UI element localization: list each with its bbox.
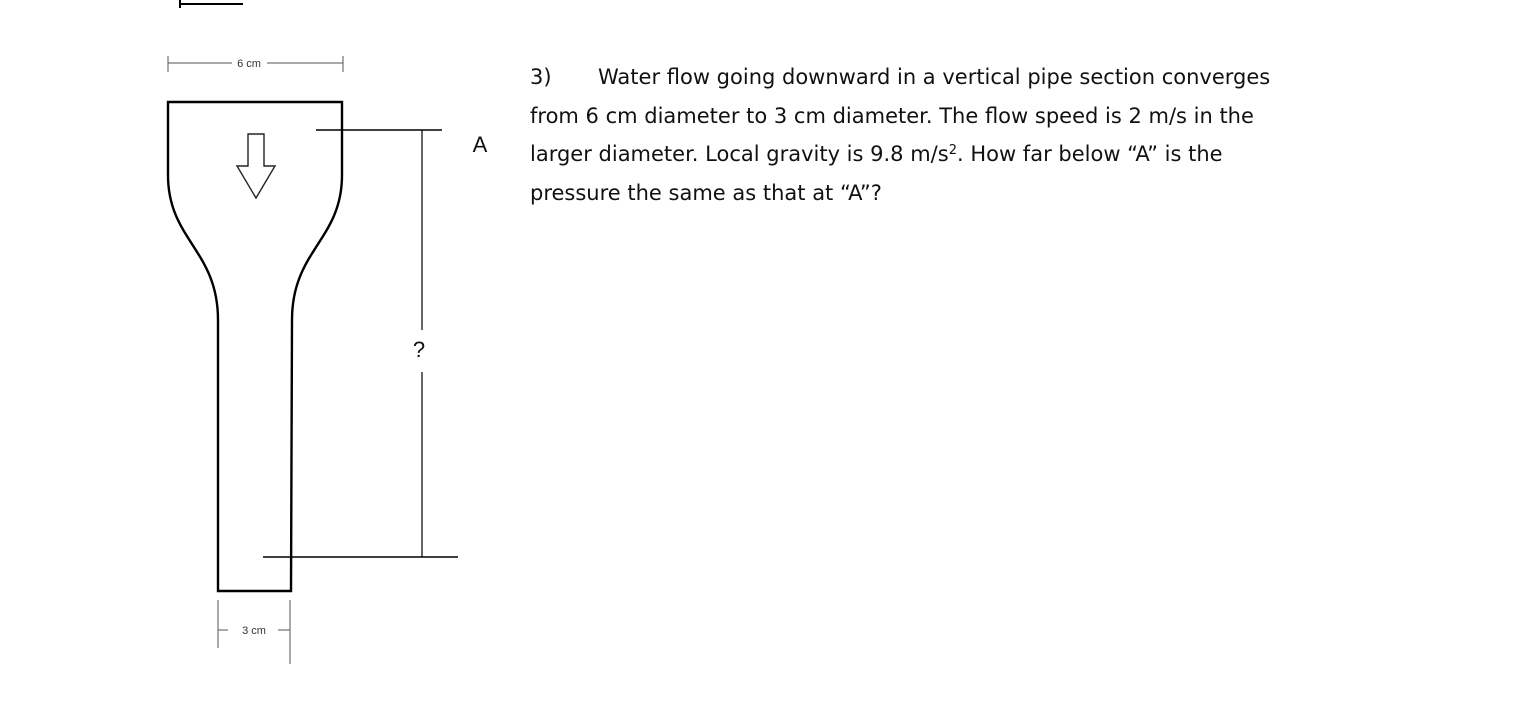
problem-text-3a: larger diameter. Local gravity is 9.8 m/s bbox=[530, 142, 949, 166]
problem-line-2: from 6 cm diameter to 3 cm diameter. The flow speed is 2 m/s in the bbox=[530, 103, 1254, 128]
top-dimension bbox=[168, 56, 343, 72]
unknown-height-label: ? bbox=[412, 337, 426, 362]
point-a-label: A bbox=[472, 132, 488, 157]
problem-statement bbox=[530, 58, 1430, 212]
pipe-diagram bbox=[0, 0, 520, 710]
top-fragment-mark bbox=[180, 0, 243, 8]
problem-line-4: pressure the same as that at “A”? bbox=[530, 180, 882, 205]
problem-line-1 bbox=[530, 58, 1430, 97]
top-width-label: 6 cm bbox=[237, 58, 261, 70]
bottom-dimension bbox=[218, 600, 290, 664]
problem-line-3 bbox=[530, 135, 1430, 174]
problem-number: 3) bbox=[530, 65, 552, 89]
problem-text-1: Water flow going downward in a vertical pipe section converges bbox=[598, 65, 1271, 89]
squared-superscript: 2 bbox=[948, 143, 957, 158]
down-arrow-icon bbox=[237, 134, 275, 198]
problem-text-3b: . How far below “A” is the bbox=[956, 142, 1223, 166]
bottom-width-label: 3 cm bbox=[242, 625, 266, 637]
